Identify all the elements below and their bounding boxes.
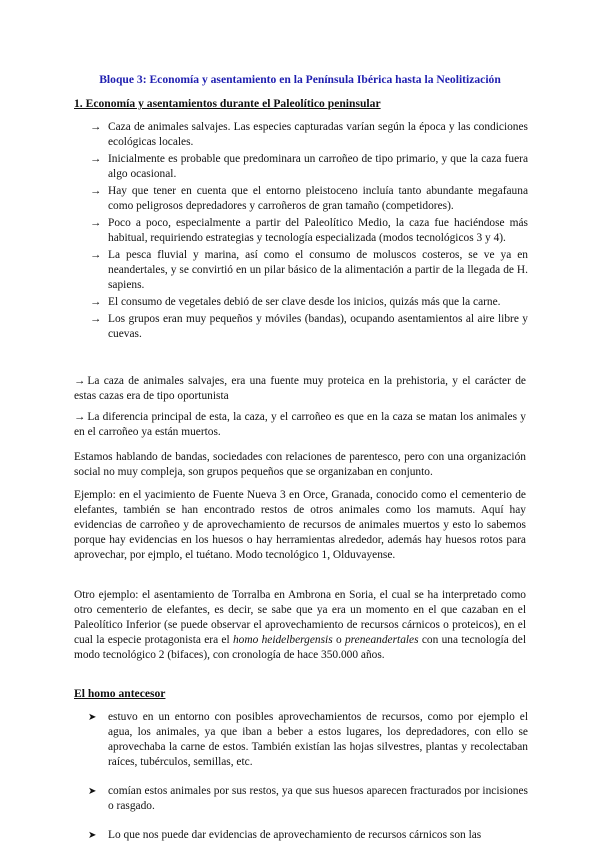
- arrow-icon: →: [74, 375, 86, 387]
- paragraph-example-torralba: Otro ejemplo: el asentamiento de Torralba en Ambrona en Soria, el cual se ha interpretado como otro cementerio de elefantes, es decir, se sabe que ya era un momento en el que cazaban en el Paleolítico Inferior (se puede observar el aprovechamiento de recursos cárnicos o proteicos), en el cual la especie protagonista era el homo heidelbergensis o preneandertales con una tecnología del modo tecnológico 2 (bifaces), con cronología de hace 350.000 años.: [74, 589, 526, 661]
- list-item: → La pesca fluvial y marina, así como el consumo de moluscos costeros, se ve ya en neandertales, y se convirtió en un pilar básico de la alimentación a partir de la llegada de H. sapiens.: [90, 249, 528, 291]
- section-heading-antecessor: El homo antecesor: [74, 687, 166, 700]
- arrow-icon: →: [90, 121, 102, 133]
- note-hunting: → La caza de animales salvajes, era una fuente muy proteica en la prehistoria, y el carácter de estas cazas era de tipo oportunista: [74, 375, 526, 402]
- species-name: homo heidelbergensis: [232, 634, 333, 646]
- arrow-icon: →: [90, 185, 102, 197]
- document-title: Bloque 3: Economía y asentamiento en la Península Ibérica hasta la Neolitización: [99, 73, 501, 86]
- list-item: ➤ comían estos animales por sus restos, ya que sus huesos aparecen fracturados por incisiones o rasgado.: [88, 785, 528, 812]
- list-item: → Inicialmente es probable que predominara un carroñeo de tipo primario, y que la caza fuera algo ocasional.: [90, 153, 528, 180]
- list-item: → El consumo de vegetales debió de ser clave desde los inicios, quizás más que la carne.: [90, 296, 501, 308]
- list-item: ➤ estuvo en un entorno con posibles aprovechamientos de recursos, como por ejemplo el agua, los animales, ya que iban a beber a estos lugares, los depredadores, con ello se aprovechaba la carne de estos. También existían las hojas silvestres, plantas y recolectaban raíces, tubérculos, semillas, etc.: [88, 711, 528, 768]
- list-item: → Poco a poco, especialmente a partir del Paleolítico Medio, la caza fue haciéndose más habitual, requiriendo estrategias y tecnología especializada (modos tecnológicos 3 y 4).: [90, 217, 528, 244]
- antecessor-bullet-list: [88, 710, 528, 843]
- species-name: preneandertales: [344, 634, 419, 646]
- list-item: → Hay que tener en cuenta que el entorno pleistoceno incluía tanto abundante megafauna como peligrosos depredadores y carroñeros de gran tamaño (competidores).: [90, 185, 528, 212]
- economy-bullet-list: [88, 120, 528, 344]
- list-item: → Los grupos eran muy pequeños y móviles (bandas), ocupando asentamientos al aire libre y cuevas.: [90, 313, 528, 340]
- chevron-bullet-icon: ➤: [88, 712, 97, 723]
- chevron-bullet-icon: ➤: [88, 830, 97, 841]
- list-item: ➤ Lo que nos puede dar evidencias de aprovechamiento de recursos cárnicos son las: [88, 829, 482, 841]
- arrow-icon: →: [74, 411, 86, 423]
- note-scavenging: → La diferencia principal de esta, la caza, y el carroñeo es que en la caza se matan los animales y en el carroñeo ya están muertos.: [74, 411, 526, 438]
- paragraph-example-orce: Ejemplo: en el yacimiento de Fuente Nueva 3 en Orce, Granada, conocido como el cementerio de elefantes, también se han encontrado restos de otros animales como los mamuts. Aquí hay evidencias de carroñeo y de aprovechamiento de recursos de animales muertos y esto lo sabemos porque hay evidencias en los huesos o hay herramientas alrededor, además hay huesos rotos para aprovechar, por ejmplo, el tuétano. Modo tecnológico 1, Olduvayense.: [74, 489, 526, 561]
- chevron-bullet-icon: ➤: [88, 786, 97, 797]
- arrow-icon: →: [90, 153, 102, 165]
- arrow-icon: →: [90, 313, 102, 325]
- arrow-icon: →: [90, 217, 102, 229]
- paragraph-bands: Estamos hablando de bandas, sociedades con relaciones de parentesco, pero con una organización social no muy compleja, son grupos pequeños que se organizaban en conjunto.: [74, 451, 526, 478]
- arrow-icon: →: [90, 296, 102, 308]
- list-item: → Caza de animales salvajes. Las especies capturadas varían según la época y las condiciones ecológicas locales.: [90, 121, 528, 148]
- section-heading-economy: 1. Economía y asentamientos durante el Paleolítico peninsular: [74, 97, 381, 110]
- arrow-icon: →: [90, 249, 102, 261]
